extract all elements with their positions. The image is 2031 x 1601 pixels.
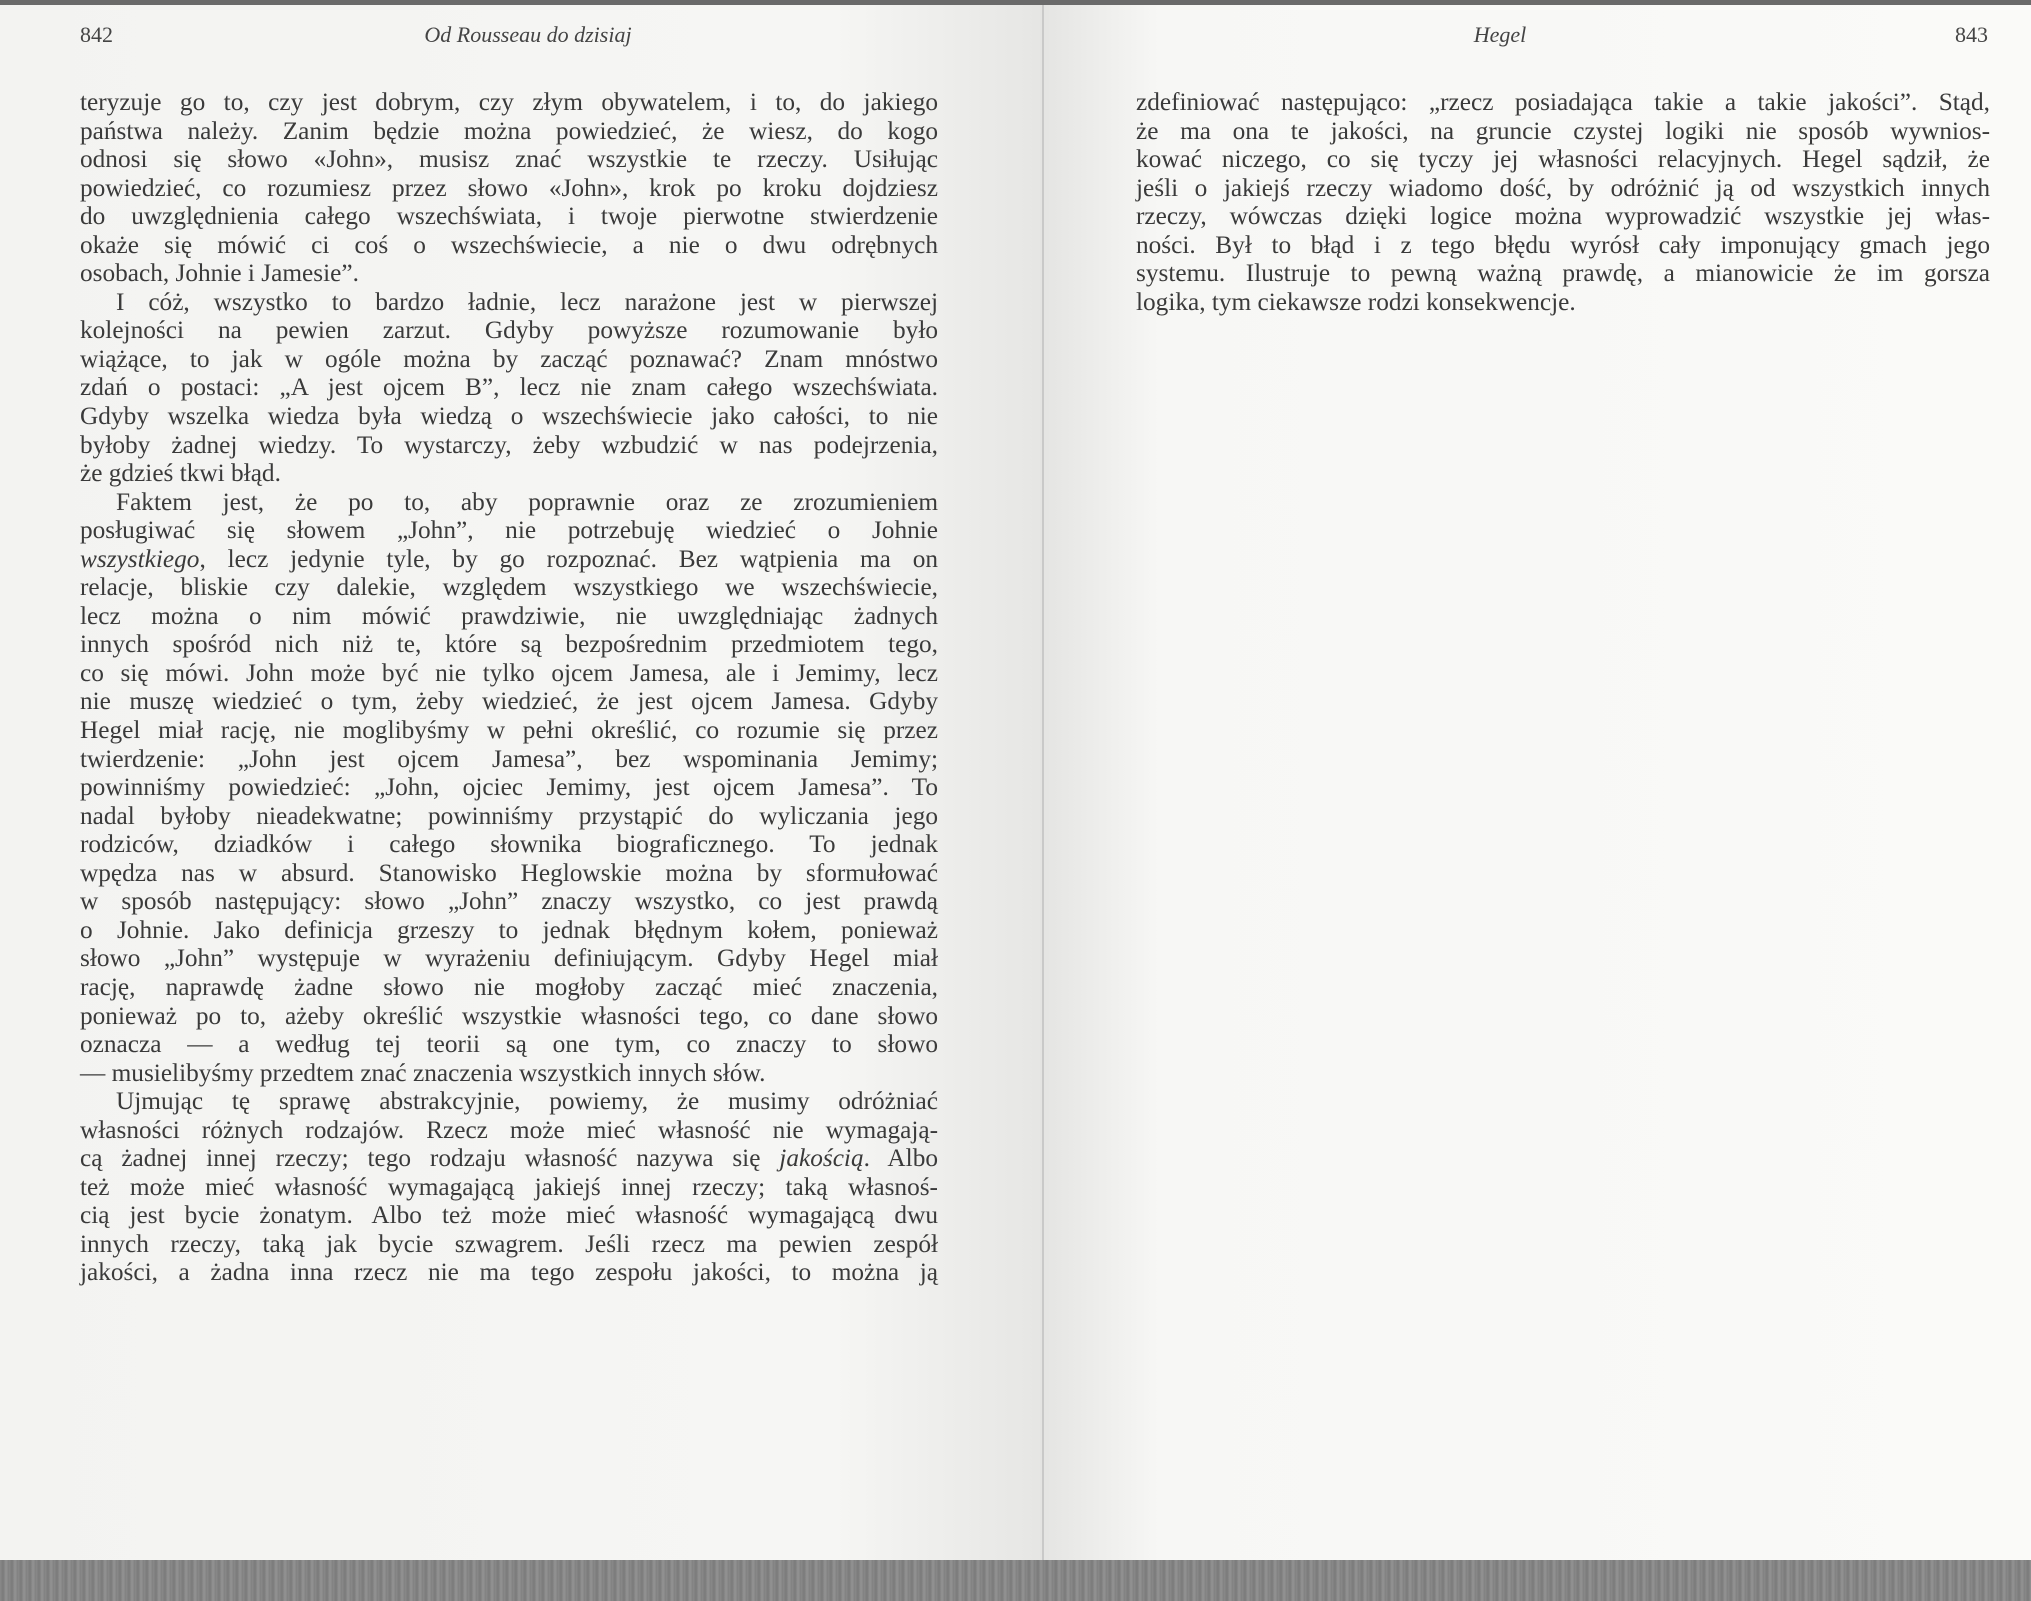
text-line: okaże się mówić ci coś o wszechświecie, a nie o dwu odrębnych bbox=[80, 230, 938, 259]
book-gutter bbox=[1042, 5, 1044, 1600]
text-line: jeśli o jakiejś rzeczy wiadomo dość, by odróżnić ją od wszystkich innych bbox=[1136, 173, 1990, 202]
text-line: państwa należy. Zanim będzie można powiedzieć, że wiesz, do kogo bbox=[80, 116, 938, 145]
text-line: że gdzieś tkwi błąd. bbox=[80, 459, 281, 488]
text-line: nadal byłoby nieadekwatne; powinniśmy przystąpić do wyliczania jego bbox=[80, 801, 938, 830]
text-line: powiedzieć, co rozumiesz przez słowo «John», krok po kroku dojdziesz bbox=[80, 173, 938, 202]
text-line: cą żadnej innej rzeczy; tego rodzaju własność nazywa się jakością. Albo bbox=[80, 1144, 938, 1173]
text-line: własności różnych rodzajów. Rzecz może mieć własność nie wymagają- bbox=[80, 1115, 938, 1144]
text-line: osobach, Johnie i Jamesie”. bbox=[80, 259, 359, 288]
text-line: Gdyby wszelka wiedza była wiedzą o wszechświecie jako całości, to nie bbox=[80, 402, 938, 431]
text-line: ności. Był to błąd i z tego błędu wyrósł cały imponujący gmach jego bbox=[1136, 230, 1990, 259]
left-body-text bbox=[80, 88, 938, 1287]
text-line: Ujmując tę sprawę abstrakcyjnie, powiemy, że musimy odróżniać bbox=[116, 1087, 938, 1116]
text-line: jakości, a żadna inna rzecz nie ma tego zespołu jakości, to można ją bbox=[80, 1258, 938, 1287]
text-line: ponieważ po to, ażeby określić wszystkie własności tego, co dane słowo bbox=[80, 1001, 938, 1030]
text-line: nie muszę wiedzieć o tym, żeby wiedzieć, że jest ojcem Jamesa. Gdyby bbox=[80, 687, 938, 716]
text-line: zdań o postaci: „A jest ojcem B”, lecz nie znam całego wszechświata. bbox=[80, 373, 938, 402]
text-line: systemu. Ilustruje to pewną ważną prawdę, a mianowicie że im gorsza bbox=[1136, 259, 1990, 288]
text-line: kolejności na pewien zarzut. Gdyby powyższe rozumowanie było bbox=[80, 316, 938, 345]
text-line: do uwzględnienia całego wszechświata, i twoje pierwotne stwierdzenie bbox=[80, 202, 938, 231]
right-page-number: 843 bbox=[1955, 22, 1988, 47]
text-line: logika, tym ciekawsze rodzi konsekwencje. bbox=[1136, 287, 1576, 316]
left-running-title-text: Od Rousseau do dzisiaj bbox=[424, 22, 632, 47]
emphasized-word: jakością bbox=[779, 1144, 864, 1173]
text-line: teryzuje go to, czy jest dobrym, czy złym obywatelem, i to, do jakiego bbox=[80, 88, 938, 116]
text-line: co się mówi. John może być nie tylko ojcem Jamesa, ale i Jemimy, lecz bbox=[80, 658, 938, 687]
scan-bottom-edge bbox=[0, 1560, 2031, 1601]
text-line: innych rzeczy, taką jak bycie szwagrem. Jeśli rzecz ma pewien zespół bbox=[80, 1229, 938, 1258]
text-line: wiążące, to jak w ogóle można by zacząć poznawać? Znam mnóstwo bbox=[80, 344, 938, 373]
text-line: w sposób następujący: słowo „John” znaczy wszystko, co jest prawdą bbox=[80, 887, 938, 916]
text-line: cią jest bycie żonatym. Albo też może mieć własność wymagającą dwu bbox=[80, 1201, 938, 1230]
text-line: słowo „John” występuje w wyrażeniu definiującym. Gdyby Hegel miał bbox=[80, 944, 938, 973]
text-line: odnosi się słowo «John», musisz znać wszystkie te rzeczy. Usiłując bbox=[80, 145, 938, 174]
text-line: innych spośród nich niż te, które są bezpośrednim przedmiotem tego, bbox=[80, 630, 938, 659]
text-line: byłoby żadnej wiedzy. To wystarczy, żeby wzbudzić w nas podejrzenia, bbox=[80, 430, 938, 459]
right-running-title: Hegel bbox=[1473, 22, 1527, 47]
text-line: o Johnie. Jako definicja grzeszy to jednak błędnym kołem, ponieważ bbox=[80, 915, 938, 944]
text-line: powinniśmy powiedzieć: „John, ojciec Jemimy, jest ojcem Jamesa”. To bbox=[80, 773, 938, 802]
text-line: kować niczego, co się tyczy jej własności relacyjnych. Hegel sądził, że bbox=[1136, 145, 1990, 174]
text-line: posługiwać się słowem „John”, nie potrzebuję wiedzieć o Johnie bbox=[80, 516, 938, 545]
text-line: rodziców, dziadków i całego słownika biograficznego. To jednak bbox=[80, 830, 938, 859]
text-line: relacje, bliskie czy dalekie, względem wszystkiego we wszechświecie, bbox=[80, 573, 938, 602]
emphasized-word: wszystkiego bbox=[80, 544, 200, 573]
text-line: — musielibyśmy przedtem znać znaczenia wszystkich innych słów. bbox=[80, 1058, 766, 1087]
text-line: że ma ona te jakości, na gruncie czystej logiki nie sposób wywnios- bbox=[1136, 116, 1990, 145]
right-body-text bbox=[1136, 88, 1990, 316]
text-line: wpędza nas w absurd. Stanowisko Heglowskie można by sformułować bbox=[80, 858, 938, 887]
text-line: I cóż, wszystko to bardzo ładnie, lecz narażone jest w pierwszej bbox=[116, 287, 938, 316]
text-line: też może mieć własność wymagającą jakiejś innej rzeczy; taką własnoś- bbox=[80, 1172, 938, 1201]
text-line: lecz można o nim mówić prawdziwie, nie uwzględniając żadnych bbox=[80, 601, 938, 630]
text-line: wszystkiego, lecz jedynie tyle, by go rozpoznać. Bez wątpienia ma on bbox=[80, 544, 938, 573]
text-line: Hegel miał rację, nie moglibyśmy w pełni określić, co rozumie się przez bbox=[80, 716, 938, 745]
text-line: rzeczy, wówczas dzięki logice można wyprowadzić wszystkie jej włas- bbox=[1136, 202, 1990, 231]
text-line: rację, naprawdę żadne słowo nie mogłoby zacząć mieć znaczenia, bbox=[80, 972, 938, 1001]
text-line: Faktem jest, że po to, aby poprawnie oraz ze zrozumieniem bbox=[116, 487, 938, 516]
text-line: zdefiniować następująco: „rzecz posiadająca takie a takie jakości”. Stąd, bbox=[1136, 88, 1990, 116]
text-line: twierdzenie: „John jest ojcem Jamesa”, bez wspominania Jemimy; bbox=[80, 744, 938, 773]
left-running-title bbox=[0, 22, 1020, 48]
left-page-number: 842 bbox=[80, 22, 113, 47]
text-line: oznacza — a według tej teorii są one tym, co znaczy to słowo bbox=[80, 1030, 938, 1059]
